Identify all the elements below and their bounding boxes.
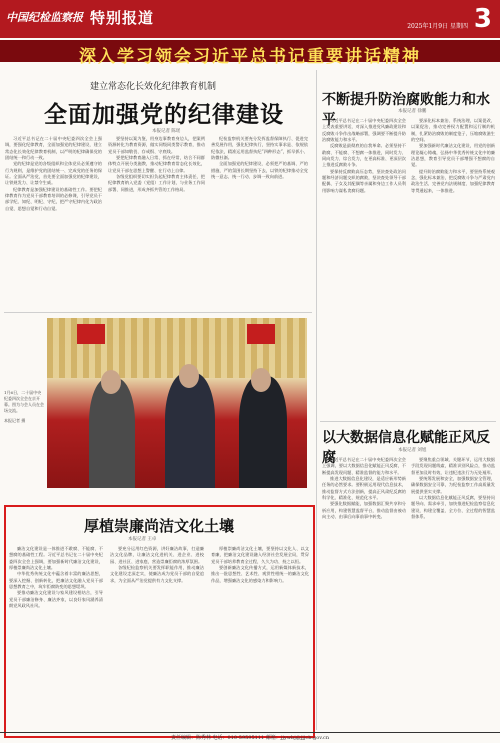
banner <box>0 40 500 67</box>
divider <box>320 421 496 422</box>
article3-col2 <box>411 457 495 730</box>
article4-col1 <box>9 546 103 732</box>
paragraph: 要推动廉洁文化建设与家风建设相结合，引导党员干部廉洁修身、廉洁齐家，以良好家风涵养清朗党风政风社风。 <box>9 590 103 609</box>
paragraph: 要聚焦重点领域、关键环节，运用大数据手段发现问题线索，精准识别风险点，推动监督更加及时有效，让违纪违法行为无处遁形。 <box>411 457 495 475</box>
person-figure <box>165 373 215 488</box>
article1-headline: 全面加强党的纪律建设 <box>44 101 284 128</box>
paragraph: 要充分运用红色资源，讲好廉洁故事，打造廉洁文化品牌，让廉洁文化进机关、进企业、进校园、进社区、进家庭，营造崇廉拒腐的浓厚氛围。 <box>110 546 204 564</box>
article2-col2 <box>411 118 495 418</box>
paragraph: 习近平总书记在二十届中央纪委四次全会上强调，要强化纪律教育，全面加强党的纪律建设，建立常态化长效化纪律教育机制，以严明的纪律确保党的团结统一和行动一致。 <box>5 136 102 161</box>
paragraph: 中华优秀传统文化中蕴含着丰富的廉洁思想，要深入挖掘、创新转化，把廉洁文化融入党员干部思想教育之中，筑牢拒腐防变的思想堤坝。 <box>9 571 103 590</box>
photo-credit: 本报记者 摄 <box>4 418 26 423</box>
article3-headline: 以大数据信息化赋能正风反腐 <box>322 430 490 466</box>
page-number: 3 <box>473 4 492 34</box>
article4-col2 <box>110 546 204 732</box>
article1-kicker: 建立常态化长效化纪律教育机制 <box>90 82 217 92</box>
paragraph: 各级党组织要切实担负起纪律教育主体责任，把纪律教育纳入党委（党组）工作计划，与业务工作同部署、同推进，形成齐抓共管的工作格局。 <box>108 174 205 192</box>
article1-col2 <box>108 136 205 308</box>
paragraph: 纪律教育是加强纪律建设的基础性工作。要把纪律教育作为党员干部教育培训的必修课，引导党员干部学纪、知纪、明纪、守纪，把严守纪律内化为政治自觉、思想自觉和行动自觉。 <box>5 186 102 211</box>
section-name: 特别报道 <box>90 9 155 27</box>
flag-decor <box>247 324 275 344</box>
paragraph: 以大数据信息化赋能正风反腐，要坚持问题导向、需求牵引，加快推进纪检监察信息化建设，构建全覆盖、全方位、全过程的智慧监督体系。 <box>411 495 495 520</box>
paragraph: 习近平总书记在二十届中央纪委四次全会上发表重要讲话，对深入推进党风廉政建设和反腐败斗争作出战略部署，强调要不断提升防治腐败能力和水平。 <box>322 118 406 143</box>
paragraph: 厚植崇廉尚洁文化土壤，要坚持以文化人、以文育廉，把廉洁文化建设融入经济社会发展全局，贯穿党员干部培养教育全过程，久久为功、持之以恒。 <box>211 546 309 564</box>
paragraph: 要加强新时代廉洁文化建设，用党的创新理论凝心铸魂，弘扬中华优秀传统文化中的廉洁思想，教育引导党员干部增强不想腐的自觉。 <box>411 143 495 168</box>
masthead <box>0 0 500 38</box>
article3-col1 <box>322 457 406 730</box>
article2-byline: 本报记者 徐鹏 <box>398 109 427 114</box>
person-head <box>101 370 121 394</box>
footer-info: 责任编辑：陈秀林 电话：010-59595111 邮箱：jjywbj@jjjcb.gov.cn <box>170 735 330 741</box>
news-photo <box>47 318 307 488</box>
article1-byline: 本报记者 陈瑶 <box>152 129 181 134</box>
column-divider <box>316 70 317 730</box>
paragraph: 提升防治腐败能力和水平，要坚持系统观念，强化标本兼治，把反腐败斗争与严肃党内政治生活、完善党内法规制度、加强纪律教育等贯通起来，一体推进。 <box>411 168 495 193</box>
paragraph: 要强化数据赋能，加强数据汇聚共享和分析应用，构建智慧监督平台，推动监督由被动向主动、由事后向事前事中转变。 <box>322 501 406 520</box>
paragraph: 要把纪律教育融入日常、抓在经常，结合不同群体特点开展分类施教，推动纪律教育常态化长效化，让党员干部在思想上警醒、在行动上自律。 <box>108 155 205 173</box>
person-head <box>179 364 199 388</box>
article2-headline: 不断提升防治腐败能力和水平 <box>322 92 490 128</box>
paragraph: 各级纪检监察机关要发挥职能作用，推动廉洁文化建设走深走实，使廉洁成为党员干部的自觉追求，为全面从严治党提供有力文化支撑。 <box>110 565 204 583</box>
divider <box>4 312 312 313</box>
article4-headline: 厚植崇廉尚洁文化土壤 <box>84 517 235 535</box>
caption-text: 1月6日，二十届中央纪委四次全会在京开幕。图为与会人员在会场交流。 <box>4 390 44 413</box>
banner-title: 深入学习领会习近平总书记重要讲话精神 <box>79 47 421 67</box>
paragraph: 要保持反腐败高压态势，坚决查处政治问题和经济问题交织的腐败，坚决查处领导干部配偶、子女及其配偶等亲属和身边工作人员利用影响力谋私贪腐问题。 <box>322 168 406 193</box>
article4-byline: 本报记者 王卓 <box>128 537 157 542</box>
flag-decor <box>77 324 105 344</box>
article2-col1 <box>322 118 406 418</box>
photo-caption <box>4 390 44 424</box>
paragraph: 纪检监察机关要充分发挥监督保障执行、促进完善发展作用，强化纪律执行，坚持实事求是、依规依纪依法，精准运用监督执纪“四种形态”，抓早抓小、防微杜渐。 <box>211 136 308 161</box>
article1-col1 <box>5 136 102 308</box>
person-head <box>251 368 271 392</box>
article4-col3 <box>211 546 309 732</box>
paragraph: 要创新廉洁文化传播方式，运用新媒体新技术，推出一批思想性、艺术性、观赏性相统一的廉洁文化作品，增强廉洁文化的感染力和影响力。 <box>211 565 309 583</box>
paragraph: 党的纪律是党的各级组织和全体党员必须遵守的行为规则，是维护党的团结统一、完成党的任务的保证。全面从严治党，首先要全面加强党的纪律建设，让铁规发力、让禁令生威。 <box>5 161 102 186</box>
article1-col3 <box>211 136 308 308</box>
footer-rule <box>0 732 500 733</box>
paper-name: 中国纪检监察报 <box>6 11 83 24</box>
person-figure <box>89 378 135 488</box>
paragraph: 廉洁文化建设是一体推进不敢腐、不能腐、不想腐的基础性工程。习近平总书记在二十届中央纪委四次全会上强调，要加强新时代廉洁文化建设，厚植崇廉尚洁文化土壤。 <box>9 546 103 571</box>
person-figure <box>239 376 287 488</box>
paragraph: 推进大数据信息化建设，是适应新形势新任务的必然要求。要积极运用现代信息技术，推动监督方式方法创新，提高正风肃纪反腐的科学化、精准化、规范化水平。 <box>322 476 406 501</box>
paragraph: 要深化标本兼治、系统治理，以案促改、以案促治，推动完善权力配置和运行制约机制，扎紧防治腐败的制度笼子，压缩腐败滋生的空间。 <box>411 118 495 143</box>
paragraph: 习近平总书记在二十届中央纪委四次全会上强调，要以大数据信息化赋能正风反腐，不断提高发现问题、精准监督的能力和水平。 <box>322 457 406 475</box>
paragraph: 全面加强党的纪律建设，必须把严的基调、严的措施、严的氛围长期坚持下去，以铁的纪律推动全党统一意志、统一行动、步调一致向前进。 <box>211 161 308 180</box>
date-line: 2025年1月9日 星期四 <box>407 23 468 30</box>
paragraph: 反腐败是最彻底的自我革命。必须坚持不敢腐、不能腐、不想腐一体推进，同时发力、同向发力、综合发力，在更高标准、更深层次上推进反腐败斗争。 <box>322 143 406 168</box>
paragraph: 要统筹发展和安全，加强数据安全管理，确保数据安全可靠，为纪检监察工作高质量发展提供坚实支撑。 <box>411 476 495 494</box>
paragraph: 要坚持以案为鉴，用身边事教育身边人，把案例资源转化为教育资源，做实同级同类警示教育，推动党员干部知敬畏、存戒惧、守底线。 <box>108 136 205 154</box>
article3-byline: 本报记者 刘旭 <box>398 448 427 453</box>
